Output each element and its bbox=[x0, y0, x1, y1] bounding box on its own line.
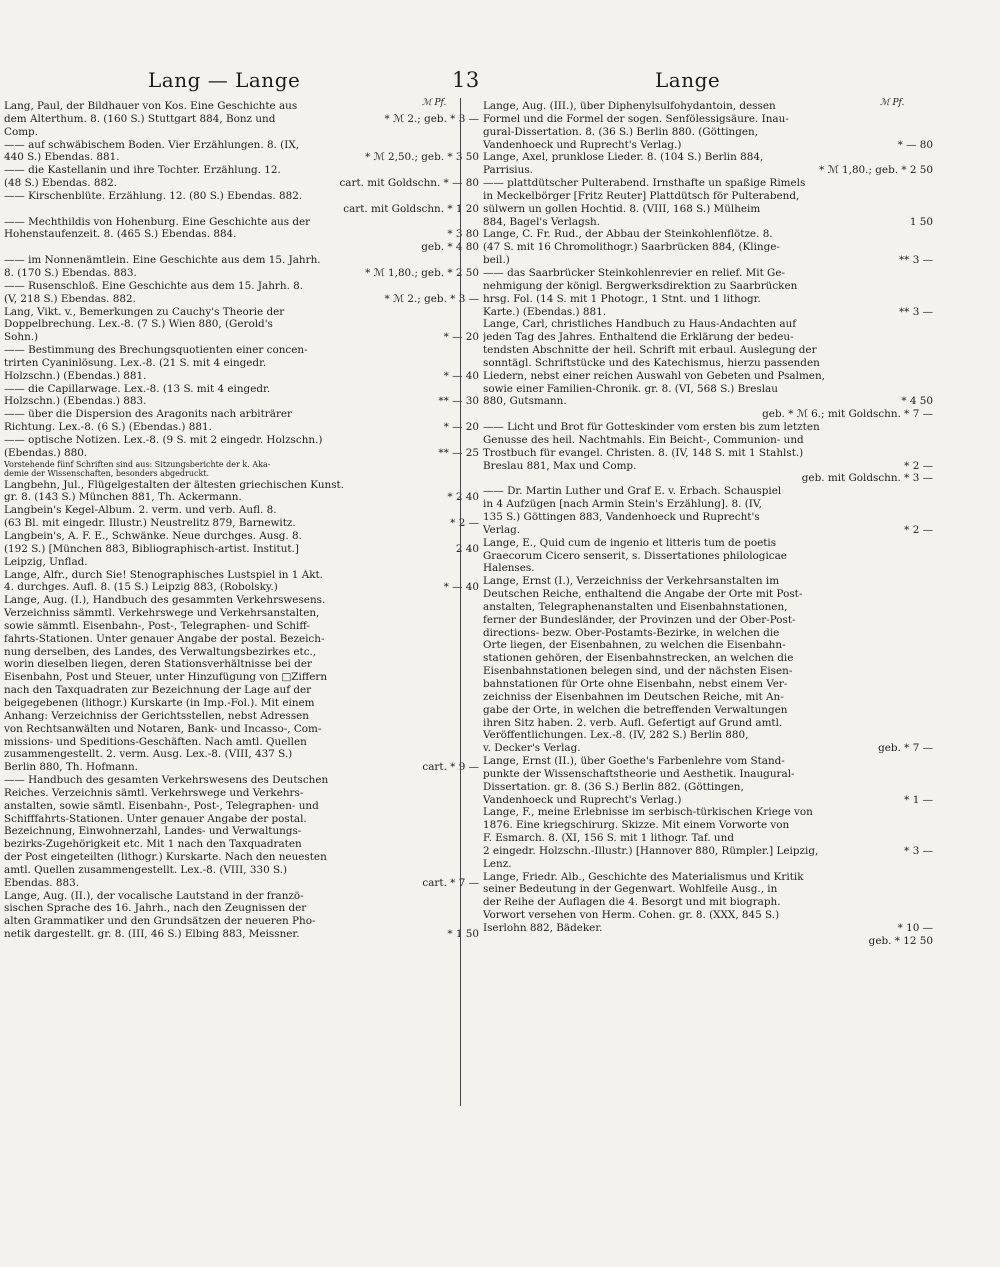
binding-note: ** bbox=[438, 446, 449, 459]
entry-line: Lange, Axel, prunklose Lieder. 8. (104 S.) Berlin 884, bbox=[483, 151, 764, 164]
entry-line: Lange, Ernst (I.), Verzeichniss der Verkehrsanstalten im bbox=[483, 575, 780, 588]
entry-line: alten Grammatiker und den Grundsätzen der neueren Pho- bbox=[4, 915, 316, 928]
entry-line: Eisenbahnstationen belegen sind, und der nächsten Eisen- bbox=[483, 665, 793, 678]
catalog-entry bbox=[483, 408, 933, 421]
entry-line: Comp. bbox=[4, 125, 39, 138]
price-value: 1 50 bbox=[455, 928, 479, 941]
price-value: — 40 bbox=[452, 581, 479, 594]
entry-price bbox=[422, 761, 479, 774]
binding-note: ** bbox=[898, 254, 910, 267]
entry-price bbox=[898, 922, 933, 935]
catalog-entry bbox=[4, 190, 479, 216]
entry-price bbox=[447, 491, 479, 504]
entry-line: —— Dr. Martin Luther und Graf E. v. Erbach. Schauspiel bbox=[483, 485, 782, 498]
entry-line: Reiches. Verzeichnis sämtl. Verkehrswege und Verkehrs- bbox=[4, 786, 304, 799]
entry-line: hrsg. Fol. (14 S. mit 1 Photogr., 1 Stnt. und 1 lithogr. bbox=[483, 292, 761, 305]
binding-note: * bbox=[447, 228, 453, 241]
price-value: 3 — bbox=[912, 305, 933, 318]
entry-line bbox=[4, 241, 419, 254]
catalog-entry bbox=[4, 306, 479, 345]
column-divider bbox=[460, 98, 461, 1106]
entry-line: Eisenbahn, Post und Steuer, unter Hinzufügung von □Ziffern bbox=[4, 671, 328, 684]
binding-note: * bbox=[447, 491, 453, 504]
binding-note: * ℳ 1,80.; geb. * bbox=[365, 266, 453, 279]
entry-line: —— über die Dispersion des Aragonits nach arbiträrer bbox=[4, 408, 293, 421]
catalog-entry bbox=[4, 241, 479, 254]
entry-line: beil.) bbox=[483, 254, 510, 267]
entry-line: Deutschen Reiche, enthaltend die Angabe der Orte mit Post- bbox=[483, 588, 803, 601]
entry-line: Breslau 881, Max und Comp. bbox=[483, 459, 637, 472]
binding-note: geb. * bbox=[421, 241, 453, 254]
entry-line: Ebendas. 883. bbox=[4, 876, 79, 889]
binding-note: * ℳ 2.; geb. * bbox=[384, 112, 456, 125]
entry-line: netik dargestellt. gr. 8. (III, 46 S.) Elbing 883, Meissner. bbox=[4, 928, 300, 941]
entry-line: Vorstehende fünf Schriften sind aus: Sitzungsberichte der k. Aka- bbox=[4, 459, 271, 469]
binding-note: geb. * bbox=[868, 934, 900, 947]
binding-note: cart. mit Goldschn. * bbox=[343, 202, 453, 215]
price-value: 7 — bbox=[912, 408, 933, 421]
entry-line: sülwern un gollen Hochtid. 8. (VIII, 168 S.) Mülheim bbox=[483, 202, 761, 215]
entry-line: Lenz. bbox=[483, 857, 512, 870]
entry-line: ferner der Bundesländer, der Provinzen und der Ober-Post- bbox=[483, 613, 796, 626]
binding-note: ** bbox=[898, 305, 910, 318]
entry-price bbox=[869, 935, 933, 948]
entry-line: gural-Dissertation. 8. (36 S.) Berlin 880. (Göttingen, bbox=[483, 125, 759, 138]
binding-note: geb. mit Goldschn. * bbox=[801, 472, 910, 485]
price-value: 3 — bbox=[458, 292, 479, 305]
price-value: — 40 bbox=[452, 369, 479, 382]
catalog-entry bbox=[483, 935, 933, 948]
entry-line: Graecorum Cicero senserit, s. Dissertationes philologicae bbox=[483, 549, 787, 562]
entry-line: —— Licht und Brot für Gotteskinder vom ersten bis zum letzten bbox=[483, 421, 820, 434]
catalog-entry bbox=[4, 890, 479, 941]
entry-price bbox=[899, 254, 933, 267]
running-head-right: Lange bbox=[655, 68, 721, 92]
entry-line: zeichniss der Eisenbahnen im Deutschen Reiche, mit An- bbox=[483, 690, 784, 703]
entry-price bbox=[904, 845, 933, 858]
catalog-entry bbox=[483, 151, 933, 177]
price-value: 4 80 bbox=[455, 241, 479, 254]
entry-price bbox=[762, 408, 933, 421]
entry-line: v. Decker's Verlag. bbox=[483, 742, 581, 755]
catalog-entry bbox=[483, 537, 933, 576]
entry-line: —— Kirschenblüte. Erzählung. 12. (80 S.) Ebendas. 882. bbox=[4, 189, 303, 202]
price-value: 2 — bbox=[912, 523, 933, 536]
price-value: 1 50 bbox=[909, 215, 933, 228]
entry-line: missions- und Speditions-Geschäften. Nach amtl. Quellen bbox=[4, 735, 307, 748]
catalog-entry bbox=[483, 755, 933, 806]
binding-note: cart. mit Goldschn. * bbox=[339, 177, 449, 190]
catalog-entry bbox=[4, 216, 479, 242]
entry-line: (192 S.) [München 883, Bibliographisch-artist. Institut.] bbox=[4, 542, 299, 555]
entry-price bbox=[910, 216, 933, 229]
price-value: — 20 bbox=[452, 331, 479, 344]
entry-line: in Meckelbörger [Fritz Reuter] Plattdütsch för Pulterabend, bbox=[483, 189, 800, 202]
entry-line: sowie sämmtl. Eisenbahn-, Post-, Telegraphen- und Schiff- bbox=[4, 619, 310, 632]
binding-note: cart. * bbox=[422, 876, 456, 889]
entry-line: anstalten, Telegraphenanstalten und Eisenbahnstationen, bbox=[483, 600, 788, 613]
catalog-entry bbox=[4, 254, 479, 280]
entry-line: nach den Taxquadraten zur Bezeichnung der Lage auf der bbox=[4, 684, 312, 697]
entry-line: —— im Nonnenämtlein. Eine Geschichte aus dem 15. Jahrh. bbox=[4, 254, 321, 267]
binding-note: * bbox=[443, 581, 449, 594]
price-value: 2 40 bbox=[455, 542, 479, 555]
entry-price bbox=[904, 524, 933, 537]
currency-header-right: ℳ Pf. bbox=[880, 98, 905, 108]
entry-line: Dissertation. gr. 8. (36 S.) Berlin 882. (Göttingen, bbox=[483, 780, 744, 793]
entry-line: stationen gehören, der Eisenbahnstrecken, an welchen die bbox=[483, 652, 794, 665]
price-value: 4 50 bbox=[909, 395, 933, 408]
entry-line: Karte.) (Ebendas.) 881. bbox=[483, 305, 607, 318]
binding-note: * ℳ 1,80.; geb. * bbox=[819, 164, 907, 177]
entry-line: Verzeichniss sämmtl. Verkehrswege und Verkehrsanstalten, bbox=[4, 607, 320, 620]
entry-line: fahrts-Stationen. Unter genauer Angabe der postal. Bezeich- bbox=[4, 632, 325, 645]
entry-line: von Rechtsanwälten und Notaren, Bank- und Incasso-, Com- bbox=[4, 722, 322, 735]
entry-line: —— Bestimmung des Brechungsquotienten einer concen- bbox=[4, 344, 308, 357]
binding-note: * bbox=[450, 517, 456, 530]
catalog-entry bbox=[4, 344, 479, 383]
entry-line: amtl. Quellen zusammengestellt. Lex.-8. (VIII, 330 S.) bbox=[4, 863, 288, 876]
entry-line: —— auf schwäbischem Boden. Vier Erzählungen. 8. (IX, bbox=[4, 138, 300, 151]
entry-line: seiner Bedeutung in der Gegenwart. Wohlfeile Ausg., in bbox=[483, 883, 778, 896]
entry-line: ihren Sitz haben. 2. verb. Aufl. Gefertigt auf Grund amtl. bbox=[483, 716, 783, 729]
price-value: 7 — bbox=[458, 876, 479, 889]
entry-line: Parrisius. bbox=[483, 164, 533, 177]
price-value: 2 40 bbox=[455, 491, 479, 504]
entry-line: (48 S.) Ebendas. 882. bbox=[4, 177, 117, 190]
entry-line: Lange, Ernst (II.), über Goethe's Farbenlehre vom Stand- bbox=[483, 755, 785, 768]
entry-line: Veröffentlichungen. Lex.-8. (IV, 282 S.) Berlin 880, bbox=[483, 729, 749, 742]
price-value: 12 50 bbox=[903, 934, 933, 947]
entry-line: (63 Bl. mit eingedr. Illustr.) Neustrelitz 879, Barnewitz. bbox=[4, 517, 296, 530]
entry-line: 880, Gutsmann. bbox=[483, 395, 567, 408]
entry-line: —— Handbuch des gesamten Verkehrswesens des Deutschen bbox=[4, 774, 329, 787]
catalog-entry bbox=[4, 530, 479, 569]
entry-line: directions- bezw. Ober-Postamts-Bezirke, in welchen die bbox=[483, 626, 780, 639]
price-value: 3 — bbox=[912, 472, 933, 485]
currency-header-left: ℳ Pf. bbox=[422, 98, 447, 108]
entry-line: Lange, C. Fr. Rud., der Abbau der Steinkohlenflötze. 8. bbox=[483, 228, 773, 241]
entry-line: Doppelbrechung. Lex.-8. (7 S.) Wien 880, (Gerold's bbox=[4, 318, 273, 331]
binding-note: * bbox=[904, 793, 910, 806]
catalog-entry bbox=[483, 318, 933, 408]
binding-note: * ℳ 2,50.; geb. * bbox=[365, 151, 453, 164]
entry-line: der Reihe der Auflagen die 4. Besorgt und mit biograph. bbox=[483, 896, 781, 909]
catalog-entry bbox=[4, 408, 479, 434]
entry-line: 884, Bagel's Verlagsh. bbox=[483, 215, 601, 228]
entry-line: Formel und die Formel der sogen. Senfölessigsäure. Inau- bbox=[483, 112, 789, 125]
price-value: 1 20 bbox=[455, 202, 479, 215]
price-value: 2 — bbox=[912, 459, 933, 472]
catalog-entry bbox=[4, 383, 479, 409]
entry-price bbox=[819, 164, 933, 177]
binding-note: ** bbox=[438, 395, 449, 408]
entry-price bbox=[421, 241, 479, 254]
entry-price bbox=[899, 306, 933, 319]
entry-line: Iserlohn 882, Bädeker. bbox=[483, 922, 603, 934]
catalog-entry bbox=[4, 504, 479, 530]
entry-line: in 4 Aufzügen [nach Armin Stein's Erzählung]. 8. (IV, bbox=[483, 498, 762, 511]
price-value: 3 — bbox=[458, 112, 479, 125]
catalog-entry bbox=[483, 485, 933, 536]
price-value: 2 — bbox=[458, 517, 479, 530]
entry-price bbox=[450, 517, 479, 530]
entry-line: bezirks-Zugehörigkeit etc. Mit 1 nach den Taxquadraten bbox=[4, 838, 302, 851]
entry-line: nung derselben, des Landes, des Verwaltungsbezirkes etc., bbox=[4, 645, 317, 658]
entry-line: —— die Kastellanin und ihre Tochter. Erzählung. 12. bbox=[4, 164, 281, 177]
entry-line: Trostbuch für evangel. Christen. 8. (IV, 148 S. mit 1 Stahlst.) bbox=[483, 446, 804, 459]
entry-line: dem Alterthum. 8. (160 S.) Stuttgart 884, Bonz und bbox=[4, 112, 276, 125]
binding-note: * ℳ 2.; geb. * bbox=[384, 292, 456, 305]
entry-line: demie der Wissenschaften, besonders abgedruckt. bbox=[4, 469, 210, 479]
price-value: — 80 bbox=[452, 177, 479, 190]
binding-note: * bbox=[443, 331, 449, 344]
entry-line: Lange, Alfr., durch Sie! Stenographisches Lustspiel in 1 Akt. bbox=[4, 568, 323, 581]
right-column bbox=[483, 100, 933, 948]
entry-line: Hohenstaufenzeit. 8. (465 S.) Ebendas. 884. bbox=[4, 228, 237, 241]
catalog-entry bbox=[4, 479, 479, 505]
price-value: 3 80 bbox=[455, 228, 479, 241]
entry-price bbox=[901, 395, 933, 408]
binding-note: * bbox=[443, 369, 449, 382]
catalog-entry bbox=[4, 569, 479, 595]
entry-price bbox=[438, 447, 479, 460]
price-value: — 20 bbox=[452, 421, 479, 434]
price-value: 7 — bbox=[912, 742, 933, 755]
entry-line: worin dieselben liegen, deren Stationsverhältnisse bei der bbox=[4, 658, 312, 671]
entry-line: —— Rusenschloß. Eine Geschichte aus dem 15. Jahrh. 8. bbox=[4, 279, 304, 292]
entry-line: 4. durchges. Aufl. 8. (15 S.) Leipzig 883, (Robolsky.) bbox=[4, 581, 278, 594]
entry-line: Vorwort versehen von Herm. Cohen. gr. 8. (XXX, 845 S.) bbox=[483, 909, 780, 922]
entry-price bbox=[365, 151, 479, 164]
catalog-entry bbox=[483, 177, 933, 228]
entry-line: (47 S. mit 16 Chromolithogr.) Saarbrücken 884, (Klinge- bbox=[483, 241, 780, 254]
price-value: 10 — bbox=[906, 922, 933, 934]
entry-line bbox=[483, 935, 885, 948]
binding-note: * bbox=[904, 459, 910, 472]
entry-line: —— Mechthildis von Hohenburg. Eine Geschichte aus der bbox=[4, 215, 311, 228]
price-value: 2 50 bbox=[455, 266, 479, 279]
price-value: 9 — bbox=[458, 761, 479, 774]
catalog-entry bbox=[483, 100, 933, 151]
catalog-entry bbox=[4, 280, 479, 306]
entry-line: Liedern, nebst einer reichen Auswahl von Gebeten und Psalmen, bbox=[483, 369, 825, 382]
catalog-entry bbox=[4, 139, 479, 165]
entry-price bbox=[447, 228, 479, 241]
binding-note: cart. * bbox=[422, 761, 456, 774]
entry-line: Langbehn, Jul., Flügelgestalten der ältesten griechischen Kunst. bbox=[4, 478, 345, 491]
entry-line: Holzschn.) (Ebendas.) 881. bbox=[4, 369, 147, 382]
entry-line: zusammengestellt. 2. verm. Ausg. Lex.-8. (VIII, 437 S.) bbox=[4, 748, 293, 761]
entry-price bbox=[384, 113, 479, 126]
entry-line: —— optische Notizen. Lex.-8. (9 S. mit 2 eingedr. Holzschn.) bbox=[4, 433, 323, 446]
entry-line: Verlag. bbox=[483, 523, 521, 536]
entry-line: Lange, Aug. (I.), Handbuch des gesammten Verkehrswesens. bbox=[4, 594, 326, 607]
entry-line: sischen Sprache des 16. Jahrh., nach den Zeugnissen der bbox=[4, 902, 307, 915]
entry-line: —— plattdütscher Pulterabend. Irnsthafte un spaßige Rimels bbox=[483, 177, 806, 190]
entry-line: 135 S.) Göttingen 883, Vandenhoeck und Ruprecht's bbox=[483, 511, 760, 523]
entry-line: trirten Cyaninlösung. Lex.-8. (21 S. mit 4 eingedr. bbox=[4, 356, 267, 369]
entry-price bbox=[802, 472, 933, 485]
entry-line: gabe der Orte, in welchen die betreffenden Verwaltungen bbox=[483, 703, 788, 716]
entry-line: —— die Capillarwage. Lex.-8. (13 S. mit 4 eingedr. bbox=[4, 382, 271, 395]
price-value: — 80 bbox=[906, 138, 933, 151]
entry-line: Lang, Vikt. v., Bemerkungen zu Cauchy's Theorie der bbox=[4, 305, 285, 318]
price-value: — 25 bbox=[452, 446, 479, 459]
entry-price bbox=[898, 139, 933, 152]
running-head-left: Lang — Lange bbox=[148, 68, 301, 92]
entry-line: Lange, Aug. (III.), über Diphenylsulfohydantoin, dessen bbox=[483, 100, 776, 112]
entry-line: Langbein's, A. F. E., Schwänke. Neue durchges. Ausg. 8. bbox=[4, 530, 302, 542]
entry-line: 440 S.) Ebendas. 881. bbox=[4, 151, 120, 164]
entry-line: Orte liegen, der Eisenbahnen, zu welchen die Eisenbahn- bbox=[483, 639, 786, 652]
entry-line: Halenses. bbox=[483, 562, 535, 575]
entry-line: jeden Tag des Jahres. Enthaltend die Erklärung der bedeu- bbox=[483, 331, 794, 344]
entry-line: Lange, Friedr. Alb., Geschichte des Materialismus und Kritik bbox=[483, 870, 804, 883]
entry-line: Lange, E., Quid cum de ingenio et litteris tum de poetis bbox=[483, 536, 777, 549]
entry-line: bahnstationen für Orte ohne Eisenbahn, nebst einem Ver- bbox=[483, 677, 788, 690]
entry-line: der Post eingeteilten (lithogr.) Kurskarte. Nach den neuesten bbox=[4, 851, 327, 864]
entry-line: sowie einer Familien-Chronik. gr. 8. (VI, 568 S.) Breslau bbox=[483, 382, 778, 395]
catalog-entry bbox=[483, 575, 933, 755]
entry-line: Lange, F., meine Erlebnisse im serbisch-türkischen Kriege von bbox=[483, 806, 813, 819]
binding-note: * bbox=[904, 844, 910, 857]
entry-line: Anhang: Verzeichniss der Gerichtsstellen, nebst Adressen bbox=[4, 709, 309, 722]
binding-note: * bbox=[447, 928, 453, 941]
entry-price bbox=[444, 421, 479, 434]
price-value: — 30 bbox=[452, 395, 479, 408]
entry-line: (Ebendas.) 880. bbox=[4, 446, 88, 459]
entry-price bbox=[343, 203, 479, 216]
catalog-entry bbox=[483, 472, 933, 485]
entry-line: Sohn.) bbox=[4, 331, 39, 344]
catalog-entry bbox=[483, 421, 933, 472]
entry-price bbox=[422, 877, 479, 890]
entry-price bbox=[904, 794, 933, 807]
entry-price bbox=[904, 460, 933, 473]
page-number: 13 bbox=[452, 68, 480, 92]
entry-price bbox=[438, 395, 479, 408]
entry-line: 1876. Eine kriegschirurg. Skizze. Mit einem Vorworte von bbox=[483, 819, 790, 832]
binding-note: * bbox=[904, 523, 910, 536]
price-value: 3 — bbox=[912, 844, 933, 857]
binding-note: * bbox=[897, 138, 903, 151]
entry-line: 8. (170 S.) Ebendas. 883. bbox=[4, 266, 137, 279]
entry-line: Berlin 880, Th. Hofmann. bbox=[4, 761, 138, 774]
entry-line: beigegebenen (lithogr.) Kurskarte (in Imp.-Fol.). Mit einem bbox=[4, 696, 315, 709]
entry-price bbox=[444, 331, 479, 344]
entry-line: Leipzig, Unflad. bbox=[4, 555, 88, 568]
catalog-entry bbox=[483, 871, 933, 935]
entry-line: (V, 218 S.) Ebendas. 882. bbox=[4, 292, 136, 305]
price-value: 3 50 bbox=[455, 151, 479, 164]
entry-line: gr. 8. (143 S.) München 881, Th. Ackermann. bbox=[4, 491, 242, 504]
price-value: 3 — bbox=[912, 254, 933, 267]
left-column bbox=[4, 100, 479, 941]
entry-line: Richtung. Lex.-8. (6 S.) (Ebendas.) 881. bbox=[4, 421, 212, 434]
catalog-entry bbox=[4, 774, 479, 890]
entry-line: Genusse des heil. Nachtmahls. Ein Beicht-, Communion- und bbox=[483, 433, 804, 446]
entry-line: Bezeichnung, Einwohnerzahl, Landes- und Verwaltungs- bbox=[4, 825, 302, 838]
entry-price bbox=[447, 928, 479, 941]
entry-line: tendsten Abschnitte der heil. Schrift mit erbaul. Auslegung der bbox=[483, 344, 817, 357]
binding-note: * bbox=[901, 395, 907, 408]
entry-line: punkte der Wissenschaftstheorie und Aesthetik. Inaugural- bbox=[483, 767, 795, 780]
entry-line: Holzschn.) (Ebendas.) 883. bbox=[4, 395, 147, 408]
binding-note: * bbox=[443, 421, 449, 434]
catalog-entry bbox=[483, 267, 933, 318]
catalog-entry bbox=[4, 100, 479, 139]
entry-line: 2 eingedr. Holzschn.-Illustr.) [Hannover 880, Rümpler.] Leipzig, bbox=[483, 844, 819, 857]
entry-price bbox=[444, 370, 479, 383]
entry-line: Langbein's Kegel-Album. 2. verm. und verb. Aufl. 8. bbox=[4, 504, 277, 517]
entry-price bbox=[384, 293, 479, 306]
binding-note: * bbox=[897, 922, 903, 934]
catalog-entry bbox=[4, 164, 479, 190]
entry-line: F. Esmarch. 8. (XI, 156 S. mit 1 lithogr. Taf. und bbox=[483, 832, 734, 845]
entry-line: —— das Saarbrücker Steinkohlenrevier en relief. Mit Ge- bbox=[483, 266, 786, 279]
catalog-entry bbox=[483, 228, 933, 267]
entry-price bbox=[878, 742, 933, 755]
binding-note: geb. * ℳ 6.; mit Goldschn. * bbox=[762, 408, 910, 421]
catalog-entry bbox=[4, 594, 479, 774]
entry-price bbox=[339, 177, 479, 190]
entry-line: Lange, Carl, christliches Handbuch zu Haus-Andachten auf bbox=[483, 318, 797, 331]
entry-line: Vandenhoeck und Ruprecht's Verlag.) bbox=[483, 793, 682, 806]
entry-line: sonntägl. Schriftstücke und des Katechismus, hierzu passenden bbox=[483, 356, 820, 369]
entry-line: anstalten, sowie sämtl. Eisenbahn-, Post-, Telegraphen- und bbox=[4, 799, 319, 812]
entry-price bbox=[444, 581, 479, 594]
catalog-entry bbox=[483, 806, 933, 870]
entry-price bbox=[365, 267, 479, 280]
price-value: 1 — bbox=[912, 793, 933, 806]
entry-line: Lang, Paul, der Bildhauer von Kos. Eine Geschichte aus bbox=[4, 100, 298, 112]
entry-line: Lange, Aug. (II.), der vocalische Lautstand in der franzö- bbox=[4, 889, 304, 902]
price-value: 2 50 bbox=[909, 164, 933, 177]
entry-line: nehmigung der königl. Bergwerksdirektion zu Saarbrücken bbox=[483, 279, 798, 292]
binding-note: geb. * bbox=[878, 742, 910, 755]
catalog-entry bbox=[4, 460, 479, 479]
catalog-entry bbox=[4, 434, 479, 460]
entry-line: Vandenhoeck und Ruprecht's Verlag.) bbox=[483, 138, 682, 151]
entry-line: Schifffahrts-Stationen. Unter genauer Angabe der postal. bbox=[4, 812, 307, 825]
